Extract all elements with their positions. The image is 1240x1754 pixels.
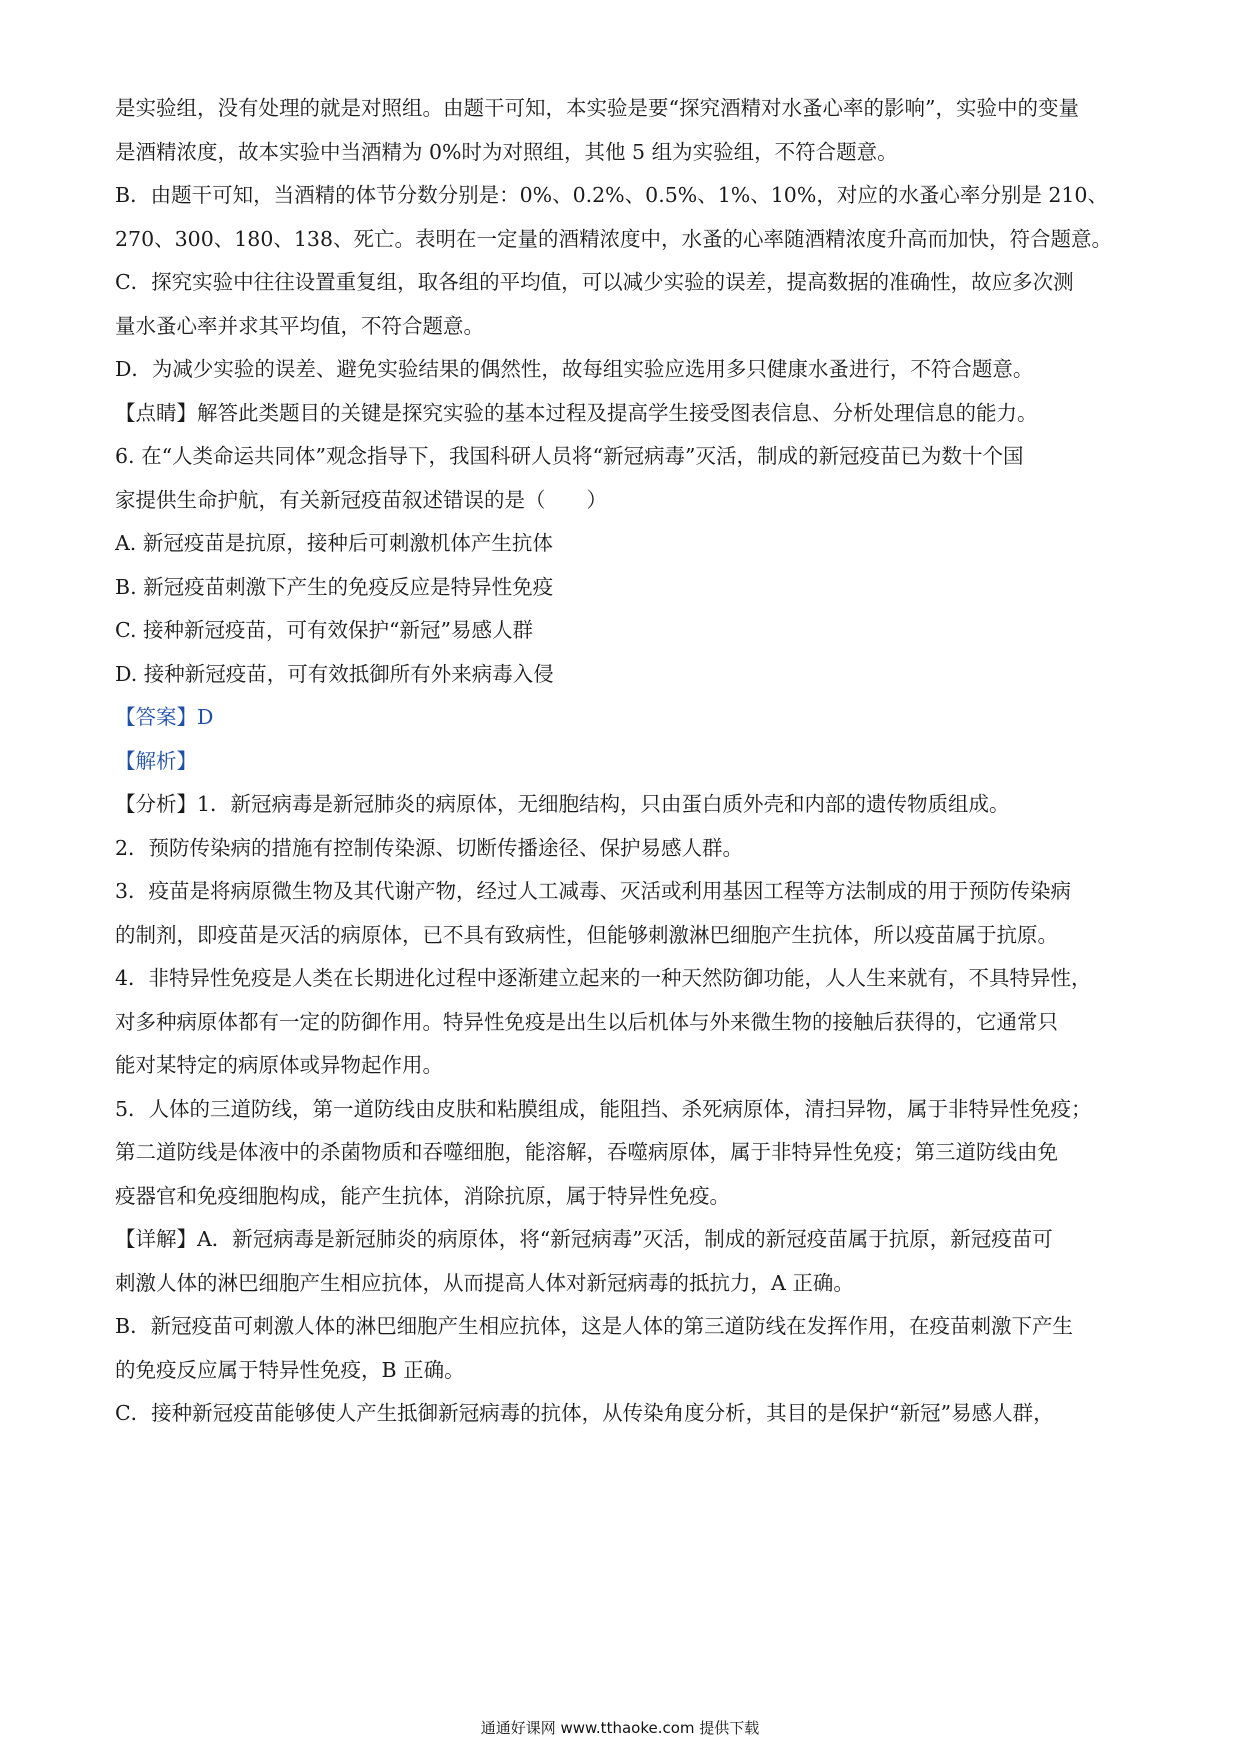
- text-line: 刺激人体的淋巴细胞产生相应抗体，从而提高人体对新冠病毒的抵抗力，A 正确。: [115, 1271, 854, 1295]
- text-line: 第二道防线是体液中的杀菌物质和吞噬细胞，能溶解，吞噬病原体，属于非特异性免疫；第三道防线由免: [115, 1140, 1058, 1164]
- detail-option-c: C．接种新冠疫苗能够使人产生抵御新冠病毒的抗体，从传染角度分析，其目的是保护“新冠”易感人群，: [115, 1401, 1054, 1425]
- text-line: 270、300、180、138、死亡。表明在一定量的酒精浓度中，水蚤的心率随酒精浓度升高而加快，符合题意。: [115, 227, 1113, 251]
- question-6-option-c: C. 接种新冠疫苗，可有效保护“新冠”易感人群: [115, 618, 533, 642]
- analysis-point-1: 【分析】1．新冠病毒是新冠肺炎的病原体，无细胞结构，只由蛋白质外壳和内部的遗传物质组成。: [115, 792, 1010, 816]
- page-footer: 通通好课网 www.tthaoke.com 提供下载: [480, 1719, 760, 1737]
- question-6-stem-cont: 家提供生命护航，有关新冠疫苗叙述错误的是（ ）: [115, 488, 607, 512]
- analysis-point-3: 3．疫苗是将病原微生物及其代谢产物，经过人工减毒、灭活或利用基因工程等方法制成的用于预防传染病: [115, 879, 1072, 903]
- question-6-stem: 6. 在“人类命运共同体”观念指导下，我国科研人员将“新冠病毒”灭活，制成的新冠疫苗已为数十个国: [115, 444, 1024, 468]
- text-line: 是酒精浓度，故本实验中当酒精为 0%时为对照组，其他 5 组为实验组，不符合题意。: [115, 140, 898, 164]
- text-line: 对多种病原体都有一定的防御作用。特异性免疫是出生以后机体与外来微生物的接触后获得的，它通常只: [115, 1010, 1058, 1034]
- text-line: 量水蚤心率并求其平均值，不符合题意。: [115, 314, 484, 338]
- detail-option-a: 【详解】A．新冠病毒是新冠肺炎的病原体，将“新冠病毒”灭活，制成的新冠疫苗属于抗原，新冠疫苗可: [115, 1227, 1053, 1251]
- text-line: 是实验组，没有处理的就是对照组。由题干可知，本实验是要“探究酒精对水蚤心率的影响”，实验中的变量: [115, 96, 1079, 120]
- analysis-point-5: 5．人体的三道防线，第一道防线由皮肤和粘膜组成，能阻挡、杀死病原体，清扫异物，属于非特异性免疫；: [115, 1097, 1092, 1121]
- text-line: 疫器官和免疫细胞构成，能产生抗体，消除抗原，属于特异性免疫。: [115, 1184, 730, 1208]
- text-line: 能对某特定的病原体或异物起作用。: [115, 1053, 443, 1077]
- analysis-label: 【解析】: [115, 749, 197, 773]
- question-6-option-d: D. 接种新冠疫苗，可有效抵御所有外来病毒入侵: [115, 662, 554, 686]
- option-b-explanation: B．由题干可知，当酒精的体节分数分别是：0%、0.2%、0.5%、1%、10%，对应的水蚤心率分别是 210、: [115, 183, 1108, 207]
- text-line: 的制剂，即疫苗是灭活的病原体，已不具有致病性，但能够刺激淋巴细胞产生抗体，所以疫苗属于抗原。: [115, 923, 1058, 947]
- question-6-option-b: B. 新冠疫苗刺激下产生的免疫反应是特异性免疫: [115, 575, 554, 599]
- analysis-point-2: 2．预防传染病的措施有控制传染源、切断传播途径、保护易感人群。: [115, 836, 744, 860]
- text-line: 的免疫反应属于特异性免疫，B 正确。: [115, 1358, 465, 1382]
- question-6-option-a: A. 新冠疫苗是抗原，接种后可刺激机体产生抗体: [115, 531, 553, 555]
- analysis-point-4: 4．非特异性免疫是人类在长期进化过程中逐渐建立起来的一种天然防御功能，人人生来就有，不具特异性，: [115, 966, 1092, 990]
- option-d-explanation: D．为减少实验的误差、避免实验结果的偶然性，故每组实验应选用多只健康水蚤进行，不符合题意。: [115, 357, 1034, 381]
- detail-option-b: B．新冠疫苗可刺激人体的淋巴细胞产生相应抗体，这是人体的第三道防线在发挥作用，在疫苗刺激下产生: [115, 1314, 1074, 1338]
- dianjing-note: 【点睛】解答此类题目的关键是探究实验的基本过程及提高学生接受图表信息、分析处理信息的能力。: [115, 401, 1038, 425]
- answer-label: 【答案】D: [115, 705, 214, 729]
- option-c-explanation: C．探究实验中往往设置重复组，取各组的平均值，可以减少实验的误差，提高数据的准确性，故应多次测: [115, 270, 1074, 294]
